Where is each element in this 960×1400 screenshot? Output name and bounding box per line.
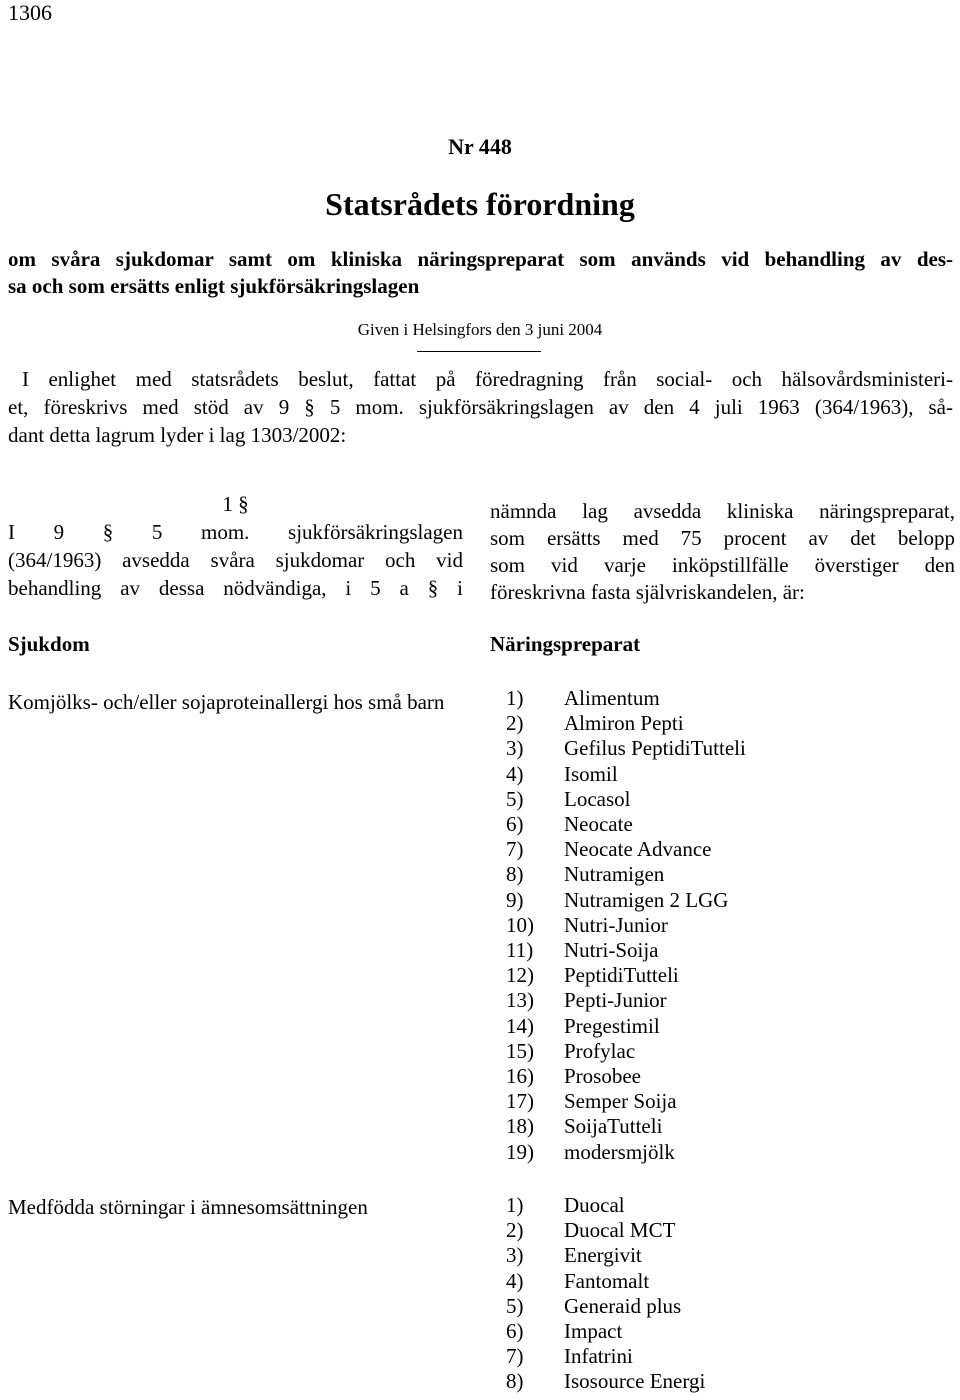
list-item-number: 2) [506,1218,524,1243]
document-title: Statsrådets förordning [325,186,635,222]
list-item-number: 11) [506,938,534,963]
list-item-name: Profylac [564,1038,636,1063]
section-left-line-2: (364/1963) avsedda svåra sjukdomar och vid [8,548,463,572]
list-item-number: 4) [506,761,524,786]
list-item-number: 4) [506,1268,524,1293]
list-item-number: 2) [506,711,524,736]
list-item [506,762,746,787]
list-item [506,1140,746,1165]
list-item-name: modersmjölk [564,1139,675,1164]
preparation-list-2 [506,1193,705,1395]
separator-rule [417,351,541,352]
list-item-name: Pepti-Junior [564,988,667,1013]
list-item [506,963,746,988]
list-item [506,913,746,938]
list-item-number: 14) [506,1013,534,1038]
list-item-number: 17) [506,1089,534,1114]
disease-group-2: Medfödda störningar i ämnesomsättningen [8,1195,368,1219]
column-header-disease: Sjukdom [8,632,90,656]
list-item-number: 7) [506,837,524,862]
list-item-name: Nutramigen [564,862,665,887]
section-right-line-3: som vid varje inköpstillfälle överstiger den [490,553,955,577]
list-item [506,812,746,837]
list-item [506,736,746,761]
list-item-name: Nutri-Junior [564,912,668,937]
list-item [506,711,746,736]
list-item [506,1344,705,1369]
list-item-name: Isomil [564,761,618,786]
preamble-line-1-final: I enlighet med statsrådets beslut, fattat på föredragning från social- och hälsovårdsministeri- [22,367,953,391]
list-item-number: 13) [506,988,534,1013]
section-left-line-1: I 9 § 5 mom. sjukförsäkringslagen [8,520,463,544]
list-item [506,787,746,812]
list-item [506,1039,746,1064]
section-right-column [490,498,955,606]
section-right-line-1: nämnda lag avsedda kliniska näringspreparat, [490,499,955,523]
list-item-number: 7) [506,1344,524,1369]
list-item [506,837,746,862]
preparation-list-1 [506,686,746,1165]
list-item-name: Gefilus PeptidiTutteli [564,736,746,761]
list-item-name: Nutramigen 2 LGG [564,887,729,912]
list-item-number: 18) [506,1114,534,1139]
list-item [506,1319,705,1344]
list-item-name: Infatrini [564,1344,633,1369]
subtitle-line-2: sa och som ersätts enligt sjukförsäkringslagen [8,274,420,298]
list-item-number: 19) [506,1139,534,1164]
list-item-name: Prosobee [564,1064,641,1089]
list-item-name: SoijaTutteli [564,1114,663,1139]
list-item-name: Alimentum [564,686,660,710]
list-item-name: Neocate Advance [564,837,712,862]
list-item-number: 3) [506,736,524,761]
list-item-number: 10) [506,912,534,937]
list-item-name: Duocal [564,1193,625,1217]
list-item-number: 12) [506,963,534,988]
preamble-paragraph-final [8,365,953,449]
section-left-column [8,490,463,602]
list-item [506,938,746,963]
list-item-name: Nutri-Soija [564,938,659,963]
list-item-name: Pregestimil [564,1013,660,1038]
list-item-name: Duocal MCT [564,1218,676,1243]
list-item [506,1269,705,1294]
list-item-number: 15) [506,1038,534,1063]
preamble-line-2-final: et, föreskrivs med stöd av 9 § 5 mom. sjukförsäkringslagen av den 4 juli 1963 (364/1963), så- [8,395,953,419]
list-item [506,888,746,913]
list-item [506,1014,746,1039]
section-label: 1 § [222,492,249,516]
list-item-number: 6) [506,812,524,837]
list-item [506,988,746,1013]
list-item-name: Isosource Energi [564,1369,706,1394]
list-item [506,1218,705,1243]
list-item-name: Fantomalt [564,1268,650,1293]
section-right-line-4: föreskrivna fasta självriskandelen, är: [490,580,805,604]
list-item-name: Impact [564,1319,623,1344]
list-item-number: 5) [506,1293,524,1318]
given-date: Given i Helsingfors den 3 juni 2004 [357,320,603,339]
list-item-name: PeptidiTutteli [564,963,679,988]
section-left-line-3: behandling av dessa nödvändiga, i 5 a § i [8,576,463,600]
list-item [506,1089,746,1114]
list-item-name: Generaid plus [564,1293,682,1318]
list-item [506,686,746,711]
list-item-number: 16) [506,1064,534,1089]
list-item [506,1064,746,1089]
disease-group-1: Komjölks- och/eller sojaproteinallergi hos små barn [8,690,445,714]
list-item-number: 8) [506,1369,524,1394]
list-item-name: Semper Soija [564,1089,677,1114]
list-item-number: 6) [506,1319,524,1344]
list-item-number: 8) [506,862,524,887]
list-item [506,1294,705,1319]
list-item [506,862,746,887]
list-item-number: 5) [506,786,524,811]
list-item-name: Almiron Pepti [564,711,684,736]
act-number: Nr 448 [448,134,512,159]
section-right-line-2: som ersätts med 75 procent av det belopp [490,526,955,550]
list-item [506,1243,705,1268]
document-subtitle [8,246,953,300]
list-item-name: Neocate [564,812,633,837]
list-item-number: 3) [506,1243,524,1268]
preamble-line-3-final: dant detta lagrum lyder i lag 1303/2002: [8,423,347,447]
list-item-number: 1) [506,686,524,710]
page-number: 1306 [8,0,52,25]
column-header-preparation: Näringspreparat [490,632,641,656]
list-item-name: Energivit [564,1243,642,1268]
subtitle-line-1: om svåra sjukdomar samt om kliniska näringspreparat som används vid behandling av des- [8,247,953,271]
list-item [506,1193,705,1218]
list-item [506,1369,705,1394]
list-item-number: 9) [506,887,524,912]
list-item [506,1114,746,1139]
list-item-name: Locasol [564,786,631,811]
list-item-number: 1) [506,1193,524,1217]
